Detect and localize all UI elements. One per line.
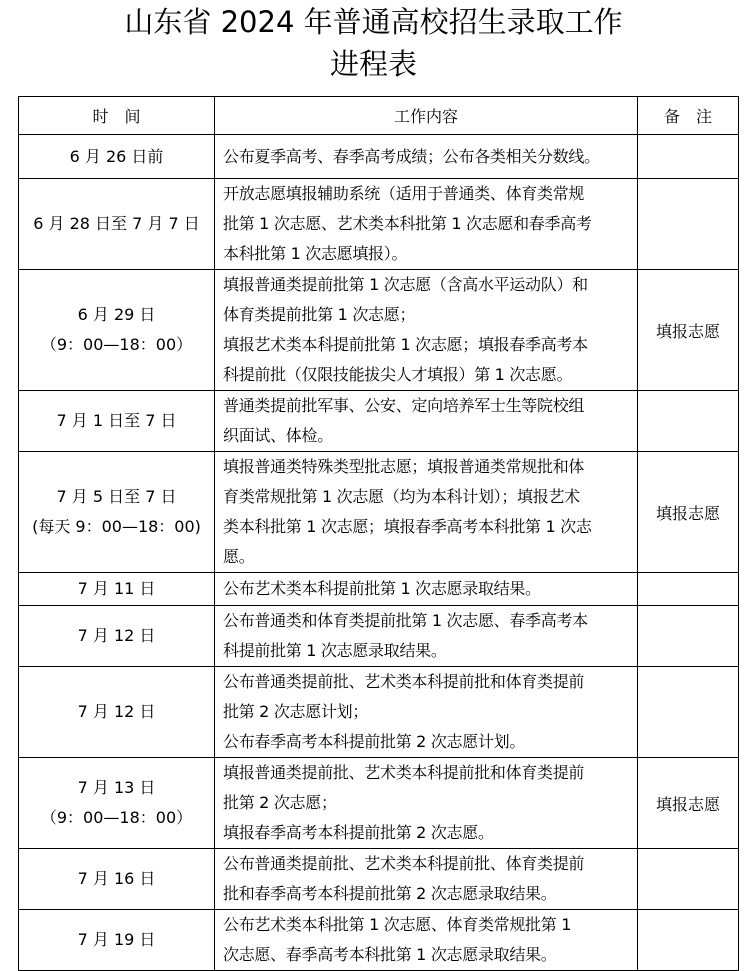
time-cell [19,179,215,270]
content-cell [215,135,638,179]
note-cell [638,391,739,452]
note-cell [638,910,739,971]
note-cell [638,179,739,270]
content-line: 公布艺术类本科提前批第 1 次志愿录取结果。 [223,579,541,598]
content-cell [215,758,638,849]
time-cell [19,270,215,391]
time-line: 7 月 5 日至 7 日 [56,487,177,506]
content-line: 公布普通类和体育类提前批第 1 次志愿、春季高考本 [223,611,588,630]
content-line: 批第 1 次志愿、艺术类本科批第 1 次志愿和春季高考 [223,214,592,233]
table-row [19,135,739,179]
page-title: 山东省 2024 年普通高校招生录取工作 [124,5,623,39]
content-line: 填报普通类特殊类型批志愿；填报普通类常规批和体 [223,457,585,476]
content-line: 公布夏季高考、春季高考成绩；公布各类相关分数线。 [223,146,600,166]
time-line: 7 月 13 日 [77,778,156,797]
content-line: 类本科批第 1 次志愿；填报春季高考本科批第 1 次志 [223,517,592,536]
content-line: 批第 2 次志愿计划； [223,702,369,721]
time-line: （9：00—18：00） [40,808,193,827]
table-row [19,452,739,573]
time-line: (每天 9：00—18：00) [32,517,201,536]
content-line: 本科批第 1 次志愿填报）。 [223,244,408,263]
time-line: 7 月 16 日 [77,869,156,888]
note-cell [638,667,739,758]
time-line: （9：00—18：00） [40,335,193,354]
content-cell [215,270,638,391]
content-line: 批和春季高考本科提前批第 2 次志愿录取结果。 [223,884,557,903]
time-cell [19,910,215,971]
content-cell [215,573,638,606]
content-line: 次志愿、春季高考本科批第 1 次志愿录取结果。 [223,945,557,964]
content-cell [215,452,638,573]
content-line: 普通类提前批军事、公安、定向培养军士生等院校组 [223,396,585,415]
content-line: 科提前批（仅限技能拔尖人才填报）第 1 次志愿。 [223,365,573,384]
content-cell [215,849,638,910]
schedule-table [18,96,739,971]
content-line: 批第 2 次志愿； [223,793,337,812]
time-cell [19,135,215,179]
time-line: 7 月 11 日 [77,579,156,598]
table-row [19,179,739,270]
time-cell [19,667,215,758]
content-line: 开放志愿填报辅助系统（适用于普通类、体育类常规 [223,184,585,203]
content-cell [215,391,638,452]
time-line: 7 月 12 日 [77,702,156,721]
content-cell [215,606,638,667]
content-line: 公布普通类提前批、艺术类本科提前批、体育类提前 [223,854,585,873]
time-cell [19,849,215,910]
content-cell [215,910,638,971]
header-note: 备 注 [638,97,739,135]
note-cell: 填报志愿 [638,758,739,849]
content-line: 愿。 [223,547,255,566]
time-cell [19,758,215,849]
content-line: 公布普通类提前批、艺术类本科提前批和体育类提前 [223,672,585,691]
content-cell [215,179,638,270]
content-line: 科提前批第 1 次志愿录取结果。 [223,641,447,660]
time-line: 7 月 12 日 [77,626,156,645]
note-cell: 填报志愿 [638,452,739,573]
note-cell [638,573,739,606]
table-row [19,758,739,849]
header-time: 时 间 [19,97,215,135]
content-line: 公布春季高考本科提前批第 2 次志愿计划。 [223,732,526,751]
time-cell [19,573,215,606]
content-line: 育类常规批第 1 次志愿（均为本科计划）；填报艺术 [223,487,580,506]
table-row [19,391,739,452]
note-cell [638,849,739,910]
time-line: 7 月 1 日至 7 日 [56,411,177,430]
note-cell [638,135,739,179]
content-line: 填报春季高考本科提前批第 2 次志愿。 [223,823,494,842]
content-line: 填报普通类提前批第 1 次志愿（含高水平运动队）和 [223,275,588,294]
content-line: 公布艺术类本科批第 1 次志愿、体育类常规批第 1 [223,915,572,934]
table-row [19,667,739,758]
header-content: 工作内容 [215,97,638,135]
time-line: 6 月 29 日 [77,305,156,324]
page-title-line2: 进程表 [329,47,417,81]
note-cell [638,606,739,667]
content-line: 织面试、体检。 [223,426,333,445]
content-line: 体育类提前批第 1 次志愿； [223,305,416,324]
content-cell [215,667,638,758]
table-row [19,606,739,667]
table-row [19,849,739,910]
note-cell: 填报志愿 [638,270,739,391]
time-line: 7 月 19 日 [77,930,156,949]
table-row [19,910,739,971]
table-row [19,573,739,606]
content-line: 填报艺术类本科提前批第 1 次志愿；填报春季高考本 [223,335,588,354]
time-line: 6 月 26 日前 [69,146,164,166]
table-row [19,270,739,391]
time-line: 6 月 28 日至 7 月 7 日 [33,214,200,233]
time-cell [19,391,215,452]
time-cell [19,452,215,573]
time-cell [19,606,215,667]
table-body [19,135,739,971]
content-line: 填报普通类提前批、艺术类本科提前批和体育类提前 [223,763,585,782]
header-row [19,97,739,135]
